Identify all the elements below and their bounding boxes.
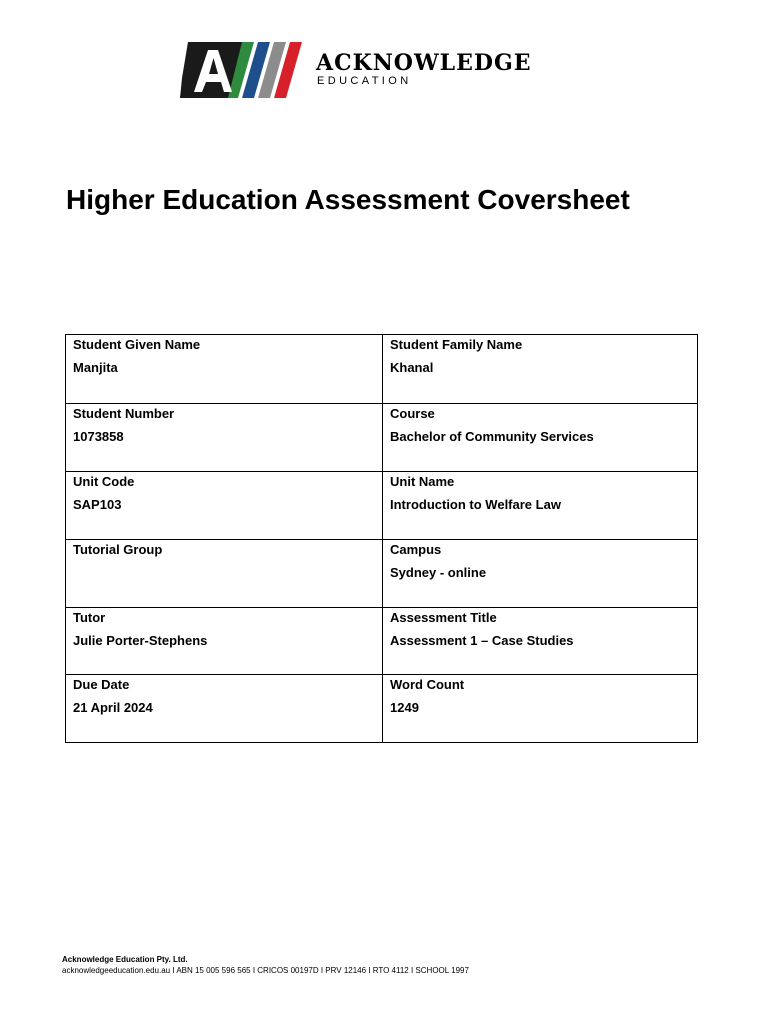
field-label: Course <box>390 406 435 421</box>
field-label: Assessment Title <box>390 610 497 625</box>
table-row <box>66 540 698 608</box>
field-label: Student Family Name <box>390 337 523 352</box>
footer-company-name: Acknowledge Education Pty. Ltd. <box>62 955 188 964</box>
table-cell <box>383 540 698 608</box>
acknowledge-logo-icon <box>180 38 310 104</box>
company-logo <box>180 38 590 104</box>
table-cell <box>66 335 383 404</box>
assessment-details-table <box>65 334 698 743</box>
table-row <box>66 472 698 540</box>
table-cell <box>66 472 383 540</box>
field-label: Student Number <box>73 406 175 421</box>
table-row <box>66 675 698 743</box>
table-cell <box>66 404 383 472</box>
field-value: Introduction to Welfare Law <box>390 497 561 512</box>
table-cell <box>383 472 698 540</box>
table-row <box>66 608 698 675</box>
field-label: Student Given Name <box>73 337 201 352</box>
field-value: Bachelor of Community Services <box>390 429 594 444</box>
field-label: Word Count <box>390 677 465 692</box>
table-cell <box>383 335 698 404</box>
table-cell <box>66 675 383 743</box>
field-label: Campus <box>390 542 442 557</box>
field-value: 1073858 <box>73 429 124 444</box>
field-value: Khanal <box>390 360 434 375</box>
field-label: Unit Code <box>73 474 135 489</box>
table-cell <box>383 608 698 675</box>
field-value: 1249 <box>390 700 419 715</box>
field-value: Assessment 1 – Case Studies <box>390 633 574 648</box>
table-cell <box>66 540 383 608</box>
field-value: Manjita <box>73 360 118 375</box>
field-label: Tutor <box>73 610 106 625</box>
field-label: Unit Name <box>390 474 455 489</box>
table-row <box>66 335 698 404</box>
field-value: Sydney - online <box>390 565 487 580</box>
field-label: Due Date <box>73 677 130 692</box>
brand-subtitle: EDUCATION <box>317 75 412 87</box>
table-cell <box>66 608 383 675</box>
field-label: Tutorial Group <box>73 542 163 557</box>
table-row <box>66 404 698 472</box>
field-value: Julie Porter-Stephens <box>73 633 208 648</box>
field-value: 21 April 2024 <box>73 700 153 715</box>
field-value: SAP103 <box>73 497 122 512</box>
table-cell <box>383 404 698 472</box>
brand-name: ACKNOWLEDGE <box>316 50 532 76</box>
table-cell <box>383 675 698 743</box>
page-title: Higher Education Assessment Coversheet <box>66 184 630 215</box>
footer-registration-info: acknowledgeeducation.edu.au I ABN 15 005 596 565 I CRICOS 00197D I PRV 12146 I RTO 4112 I SCHOOL 1997 <box>62 966 469 975</box>
